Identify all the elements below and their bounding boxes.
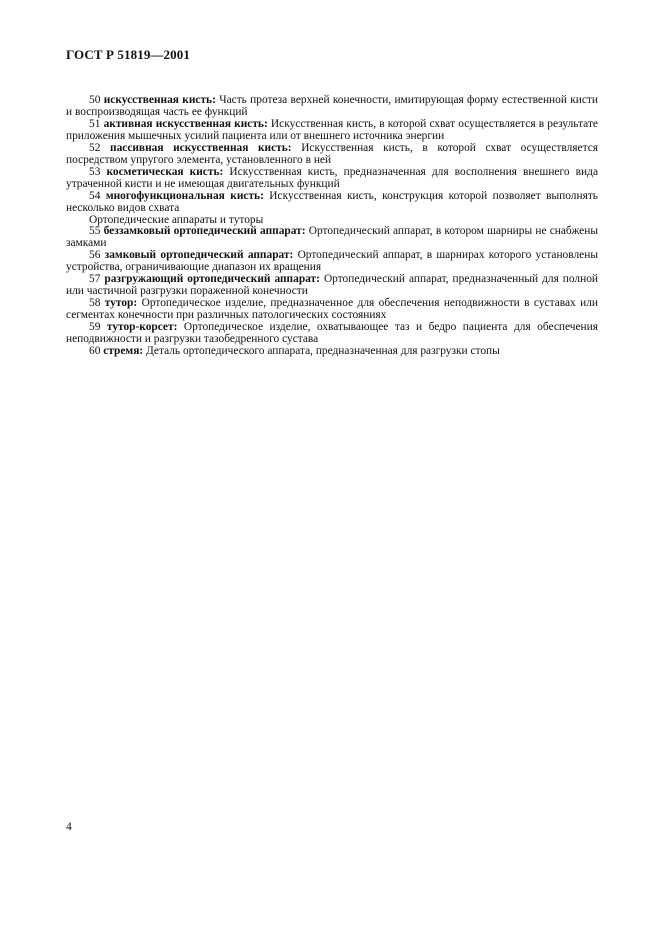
term-definition: Ортопедический аппарат, в шарнирах которого установлены устройства, ограничивающие диапазон их вращения — [66, 249, 598, 274]
term-name: разгружающий ортопедический аппарат: — [104, 273, 320, 286]
term-definition: Часть протеза верхней конечности, имитирующая форму естественной кисти и воспроизводящая часть ее функций — [66, 94, 598, 118]
term-definition: Искусственная кисть, предназначенная для восполнения внешнего вида утраченной кисти и не имеющая двигательных функций — [66, 165, 598, 190]
term-name: косметическая кисть: — [106, 165, 224, 178]
term-definition: Деталь ортопедического аппарата, предназначенная для разгрузки стопы — [146, 345, 500, 358]
term-number: 57 — [89, 273, 101, 286]
term-definition: Ортопедическое изделие, предназначенное для обеспечения неподвижности в суставах или сегментах конечности при различных патологических состояниях — [66, 297, 598, 322]
term-number: 58 — [89, 297, 101, 310]
term-number: 60 — [89, 345, 101, 358]
page-number: 4 — [66, 821, 72, 833]
term-name: пассивная искусственная кисть: — [110, 141, 292, 154]
term-entry — [66, 191, 598, 215]
term-entry — [66, 274, 598, 298]
term-name: искусственная кисть: — [103, 94, 216, 106]
term-name: активная искусственная кисть: — [103, 117, 268, 130]
term-name: многофункциональная кисть: — [105, 189, 264, 202]
term-definition: Искусственная кисть, в которой схват осуществляется в результате приложения мышечных усилий пациента или от внешнего источника энергии — [66, 117, 598, 142]
section-heading: Ортопедические аппараты и туторы — [89, 213, 264, 226]
term-name: беззамковый ортопедический аппарат: — [103, 225, 306, 238]
term-definition: Искусственная кисть, в которой схват осуществляется посредством упругого элемента, установленного в ней — [66, 141, 598, 166]
term-name: стремя: — [103, 345, 144, 358]
term-entry — [66, 95, 598, 119]
term-name: тутор: — [104, 297, 138, 310]
term-definition: Искусственная кисть, конструкция которой позволяет выполнять несколько видов схвата — [66, 189, 598, 214]
term-definition: Ортопедический аппарат, предназначенный для полной или частичной разгрузки пораженной конечности — [66, 273, 599, 298]
term-entry — [66, 119, 598, 143]
term-number: 51 — [89, 117, 101, 130]
term-entry — [66, 346, 598, 358]
term-number: 50 — [89, 94, 101, 106]
term-name: замковый ортопедический аппарат: — [104, 249, 294, 262]
term-entry — [66, 298, 598, 322]
hand-prosthesis-terms — [66, 95, 598, 215]
term-entry — [66, 250, 598, 274]
term-entry — [66, 322, 598, 346]
document-body — [66, 95, 598, 358]
term-number: 59 — [89, 321, 101, 334]
term-number: 54 — [89, 189, 101, 202]
term-entry — [66, 226, 598, 250]
orthopedic-device-terms — [66, 226, 598, 357]
term-definition: Ортопедический аппарат, в котором шарниры не снабжены замками — [66, 225, 598, 250]
document-header: ГОСТ Р 51819—2001 — [66, 47, 190, 62]
term-number: 52 — [89, 141, 101, 154]
term-number: 53 — [89, 165, 101, 178]
term-number: 56 — [89, 249, 101, 262]
term-entry — [66, 143, 598, 167]
term-definition: Ортопедическое изделие, охватывающее таз и бедро пациента для обеспечения неподвижности и разгрузки тазобедренного сустава — [66, 321, 598, 346]
term-entry — [66, 167, 598, 191]
term-name: тутор-корсет: — [106, 321, 178, 334]
term-number: 55 — [89, 225, 101, 238]
